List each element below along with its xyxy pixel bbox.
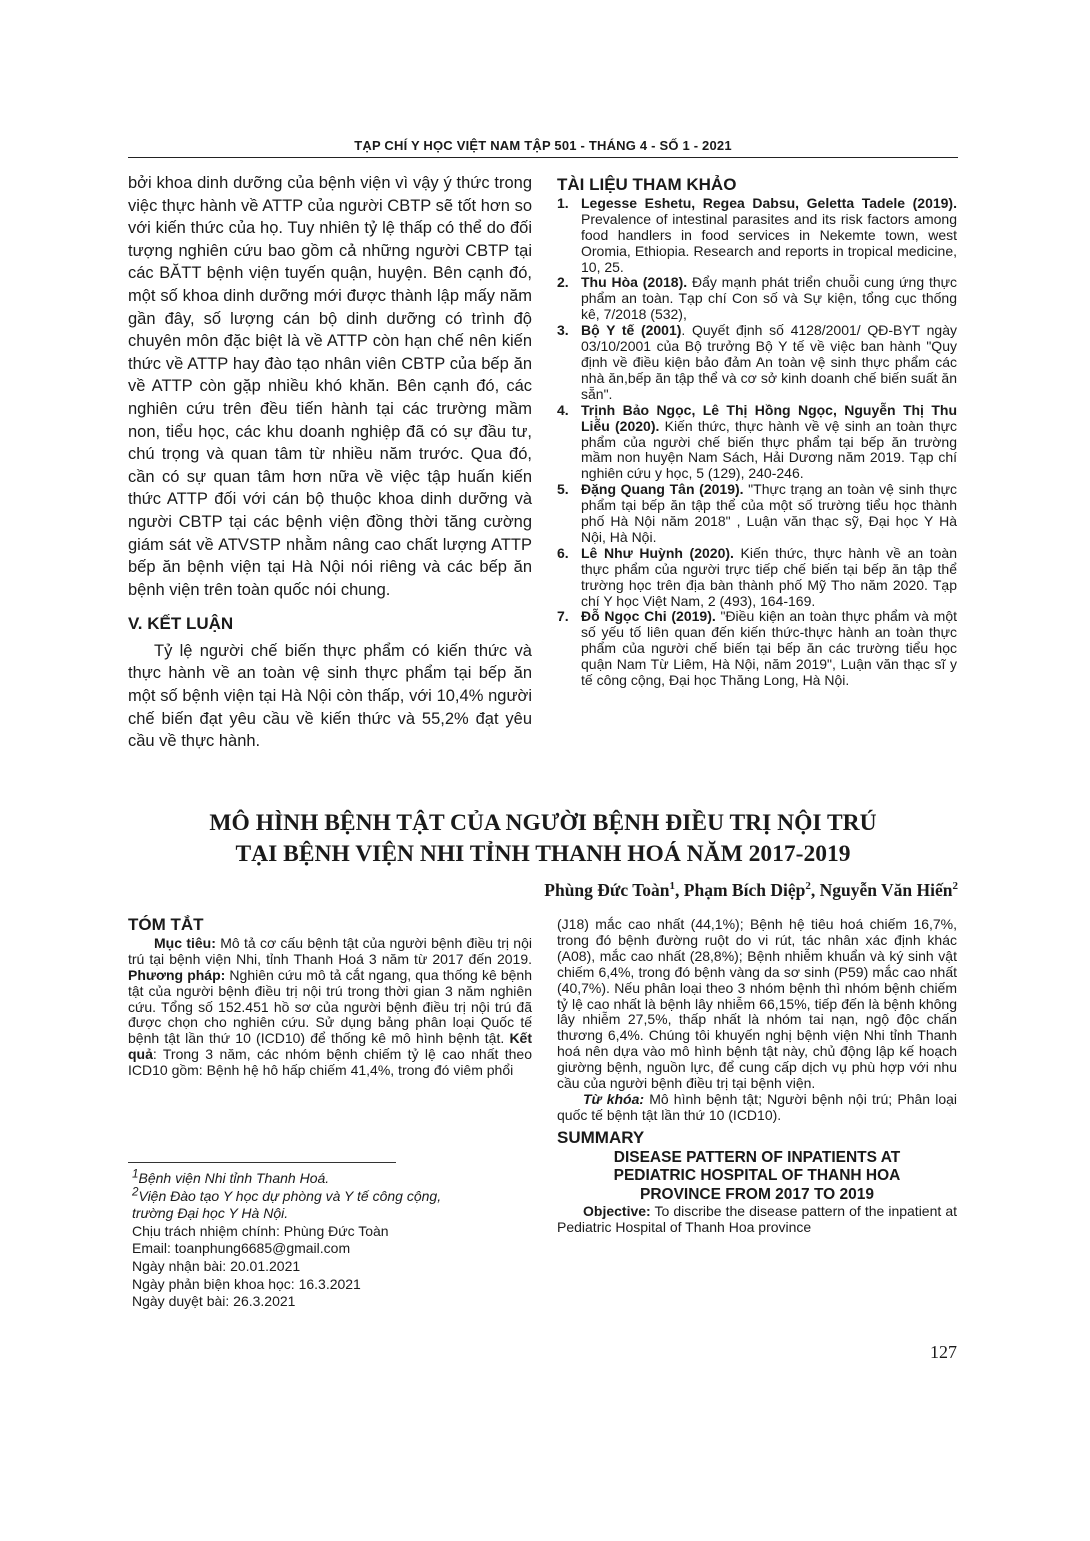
author-list (128, 880, 958, 901)
footnote-sup: 1 (132, 1167, 139, 1181)
article-title (128, 808, 958, 870)
summary-objective-text: To discribe the disease pattern of the inpatient at Pediatric Hospital of Thanh Hoa province (557, 1203, 957, 1236)
reference-item (557, 403, 957, 483)
journal-header: TẠP CHÍ Y HỌC VIỆT NAM TẬP 501 - THÁNG 4 - SỐ 1 - 2021 (354, 138, 732, 153)
reference-number: 6. (557, 544, 569, 561)
footnote-accepted: Ngày duyệt bài: 26.3.2021 (132, 1293, 296, 1310)
author-separator: , (675, 880, 684, 900)
abstract-continuation: (J18) mắc cao nhất (44,1%); Bệnh hệ tiêu hoá chiếm 16,7%, trong đó bệnh đường ruột do vi rút, tác nhân xác định khác (A08), mắc cao nhất (28,8%); Bệnh nhiễm khuẩn và ký sinh vật chiếm 6,4%, trong đó bệnh vàng da sơ sinh (P59) mắc cao nhất (40,7%). Nếu phân loại theo 3 nhóm bệnh thì nhóm bệnh chiếm tỷ lệ cao nhất là bệnh lây nhiễm 66,15%, tiếp đến là bệnh không lây nhiễm 27,5%, thấp nhất là nhóm tai nạn, ngộ độc chấn thương 6,4%. Chúng tôi khuyến nghị bệnh viện Nhi tỉnh Thanh hoá nên dựa vào mô hình bệnh tật này, chủ động lập kế hoạch giường bệnh, nguồn lực, để cung cấp dịch vụ phù hợp với nhu cầu của người bệnh điều trị tại bệnh viện. (557, 916, 957, 1092)
reference-text (581, 323, 957, 403)
objective-label: Mục tiêu: (154, 934, 216, 951)
author-name: Nguyễn Văn Hiến (819, 880, 953, 900)
reference-body: Đẩy mạnh phát triển chuỗi cung ứng thực phẩm an toàn. Tạp chí Con số và Sự kiện, tổng cục thống kê, 7/2018 (532), (581, 274, 957, 323)
summary-paragraph (557, 1204, 957, 1236)
author-affiliation-sup: 1 (669, 880, 676, 893)
result-label: Kết quả (128, 1030, 532, 1063)
reference-authors: Lê Như Huỳnh (2020). (581, 544, 734, 561)
result-text: : Trong 3 năm, các nhóm bệnh chiếm tỷ lệ cao nhất theo ICD10 gồm: Bệnh hệ hô hấp chiếm 41,4%, trong đó viêm phổi (128, 1046, 532, 1079)
reference-body: Kiến thức, thực hành về vệ sinh an toàn thực phẩm của người chế biến thực phẩm tại bếp ăn trường mầm non huyện Nam Sách, Hải Dương năm 2019. Tạp chí nghiên cứu y học, 5 (129), 240-246. (581, 417, 957, 482)
footnote-received: Ngày nhận bài: 20.01.2021 (132, 1257, 301, 1274)
footnote-reviewed: Ngày phản biện khoa học: 16.3.2021 (132, 1275, 361, 1292)
reference-text (581, 546, 957, 610)
article-title-line1: MÔ HÌNH BỆNH TẬT CỦA NGƯỜI BỆNH ĐIỀU TRỊ NỘI TRÚ (209, 810, 877, 836)
page-number: 127 (930, 1342, 957, 1362)
footnotes (132, 1167, 472, 1311)
reference-body: "Thực trạng an toàn vệ sinh thực phẩm tại bếp ăn tập thể của một số trường tiểu học thành phố Hà Nội năm 2018" , Luận văn thạc sỹ, Đại học Y Hà Nội, Hà Nội. (581, 481, 958, 545)
left-column (128, 172, 532, 753)
author-affiliation-sup: 2 (805, 880, 811, 893)
reference-number: 2. (557, 274, 569, 291)
footnote-affiliation-2 (132, 1184, 472, 1223)
summary-heading: SUMMARY (557, 1127, 645, 1147)
reference-body: "Điều kiện an toàn thực phẩm và một số yếu tố liên quan đến kiến thức-thực hành an toàn thực phẩm của người chế biến tại bếp ăn các trường tiểu học quận Nam Từ Liêm, Hà Nội, năm 2019", Luận văn thạc sĩ y tế công cộng, Đại học Thăng Long, Hà Nội. (581, 608, 957, 689)
reference-item (557, 609, 957, 689)
reference-authors: Bộ Y tế (2001) (581, 322, 682, 339)
section-title-conclusion: V. KẾT LUẬN (128, 614, 234, 634)
article-title-line2: TẠI BỆNH VIỆN NHI TỈNH THANH HOÁ NĂM 2017-2019 (235, 841, 851, 867)
footnote-responsible: Chịu trách nhiệm chính: Phùng Đức Toàn (132, 1222, 389, 1239)
reference-text (581, 275, 957, 323)
reference-text (581, 196, 957, 276)
summary-objective-label: Objective: (583, 1203, 651, 1220)
references-section (557, 177, 957, 689)
reference-authors: Trịnh Bảo Ngọc, Lê Thị Hồng Ngọc, Nguyễn Thị Thu Liễu (2020). (581, 401, 957, 434)
reference-item (557, 323, 957, 403)
references-list (557, 196, 957, 689)
footnote-affiliation-1 (132, 1167, 472, 1188)
references-title: TÀI LIỆU THAM KHẢO (557, 175, 737, 194)
keywords-text: Mô hình bệnh tật; Người bệnh nội trú; Phân loại quốc tế bệnh tật lần thứ 10 (ICD10). (557, 1090, 957, 1123)
abstract-left (128, 917, 532, 1079)
reference-body: Kiến thức, thực hành về an toàn thực phẩm của người trực tiếp chế biến tại bếp ăn tập thể trường học trên địa bàn thành phố Mỹ Tho năm 2020. Tạp chí Y học Việt Nam, 2 (493), 164-169. (581, 544, 957, 609)
footnote-text: Viện Đào tạo Y học dự phòng và Y tế công cộng, trường Đại học Y Hà Nội. (132, 1187, 442, 1222)
conclusion-paragraph: Tỷ lệ người chế biến thực phẩm có kiến thức và thực hành về an toàn vệ sinh thực phẩm tại bếp ăn một số bệnh viện tại Hà Nội còn thấp, với 10,4% người chế biến đạt yêu cầu về kiến thức và 55,2% đạt yêu cầu về thực hành. (128, 641, 532, 751)
method-label: Phương pháp: (128, 966, 226, 983)
reference-number: 4. (557, 401, 569, 418)
reference-text (581, 403, 957, 483)
reference-item (557, 196, 957, 276)
footnote-rule (128, 1162, 396, 1163)
author-separator: , (810, 880, 820, 900)
author-name: Phạm Bích Diệp (683, 880, 806, 900)
keywords-paragraph (557, 1092, 957, 1124)
summary-title-line: DISEASE PATTERN OF INPATIENTS AT (613, 1148, 901, 1166)
discussion-paragraph: bởi khoa dinh dưỡng của bệnh viện vì vậy ý thức trong việc thực hành về ATTP của người CBTP sẽ tốt hơn so với kiến thức của họ. Tuy nhiên tỷ lệ thấp có thể do đối tượng nghiên cứu bao gồm cả những người CBTP tại các BĂTT bệnh viện tuyến quận, huyện. Bên cạnh đó, một số khoa dinh dưỡng mới được thành lập mấy năm gần đây, số lượng cán bộ dinh dưỡng có trình độ chuyên môn đặc biệt là về ATTP còn hạn chế nên kiến thức về ATTP hay đào tạo nhân viên CBTP của bếp ăn về ATTP còn gặp nhiều khó khăn. Bên cạnh đó, các nghiên cứu trên đều tiến hành tại các trường mầm non, tiểu học, các khu doanh nghiệp đã có sự đầu tư, chú trọng và quan tâm từ nhiều năm trước. Qua đó, cần có sự quan tâm hơn nữa về việc tập huấn kiến thức ATTP đối với cán bộ thuộc khoa dinh dưỡng và người CBTP tại các bệnh viện đồng thời tăng cường giám sát về ATVSTP nhằm nâng cao chất lượng ATTP bếp ăn bệnh viện tại Hà Nội nói riêng và các bếp ăn bệnh viện trên toàn quốc nói chung. (128, 174, 532, 599)
reference-number: 3. (557, 322, 569, 339)
objective-text: Mô tả cơ cấu bệnh tật của người bệnh điều trị nội trú tại bệnh viện Nhi, tỉnh Thanh Hoá 3 năm từ 2017 đến 2019. (128, 934, 532, 967)
reference-item (557, 546, 957, 610)
reference-text (581, 482, 957, 546)
summary-title (557, 1149, 957, 1205)
reference-item (557, 275, 957, 323)
reference-body: Prevalence of intestinal parasites and its risk factors among food handlers in food services in Nekemte town, west Oromia, Ethiopia. Research and reports in tropical medicine, 10, 25. (581, 210, 957, 275)
author-affiliation-sup: 2 (952, 880, 958, 893)
summary-title-line: PEDIATRIC HOSPITAL OF THANH HOA (613, 1167, 901, 1185)
reference-number: 1. (557, 194, 569, 211)
reference-body: . Quyết định số 4128/2001/ QĐ-BYT ngày 03/10/2001 của Bộ trưởng Bộ Y tế về việc ban hành "Quy định về điều kiện bảo đảm An toàn vệ sinh thực phẩm các nhà ăn,bếp ăn tập thể và cơ sở kinh doanh chế biến suất ăn sẵn". (581, 322, 957, 402)
reference-number: 7. (557, 608, 569, 625)
keywords-label: Từ khóa: (583, 1090, 645, 1107)
footnote-email: Email: toanphung6685@gmail.com (132, 1240, 351, 1257)
header-rule (128, 157, 958, 158)
reference-authors: Thu Hòa (2018). (581, 274, 688, 291)
abstract-paragraph (128, 936, 532, 1079)
method-text: Nghiên cứu mô tả cắt ngang, qua thống kê bệnh tật của người bệnh điều trị nội trú trong thời gian 3 năm nghiên cứu. Tổng số 152.451 hồ sơ của người bệnh điều trị nội trú đã được chọn cho nghiên cứu. Sử dụng bảng phân loại Quốc tế bệnh tật lần thứ 10 (ICD10) để thống kê mô hình bệnh tật. (128, 966, 532, 1047)
footnote-sup: 2 (132, 1184, 139, 1198)
author-name: Phùng Đức Toàn (544, 880, 670, 900)
abstract-heading: TÓM TẮT (128, 915, 204, 934)
reference-authors: Đặng Quang Tân (2019). (581, 481, 744, 498)
reference-number: 5. (557, 481, 569, 498)
abstract-right (557, 917, 957, 1236)
reference-text (581, 609, 957, 689)
footnote-text: Bệnh viện Nhi tỉnh Thanh Hoá. (138, 1170, 330, 1186)
reference-item (557, 482, 957, 546)
reference-authors: Legesse Eshetu, Regea Dabsu, Geletta Tadele (2019). (581, 194, 957, 211)
summary-title-line: PROVINCE FROM 2017 TO 2019 (639, 1185, 875, 1203)
reference-authors: Đỗ Ngọc Chi (2019). (581, 608, 716, 625)
